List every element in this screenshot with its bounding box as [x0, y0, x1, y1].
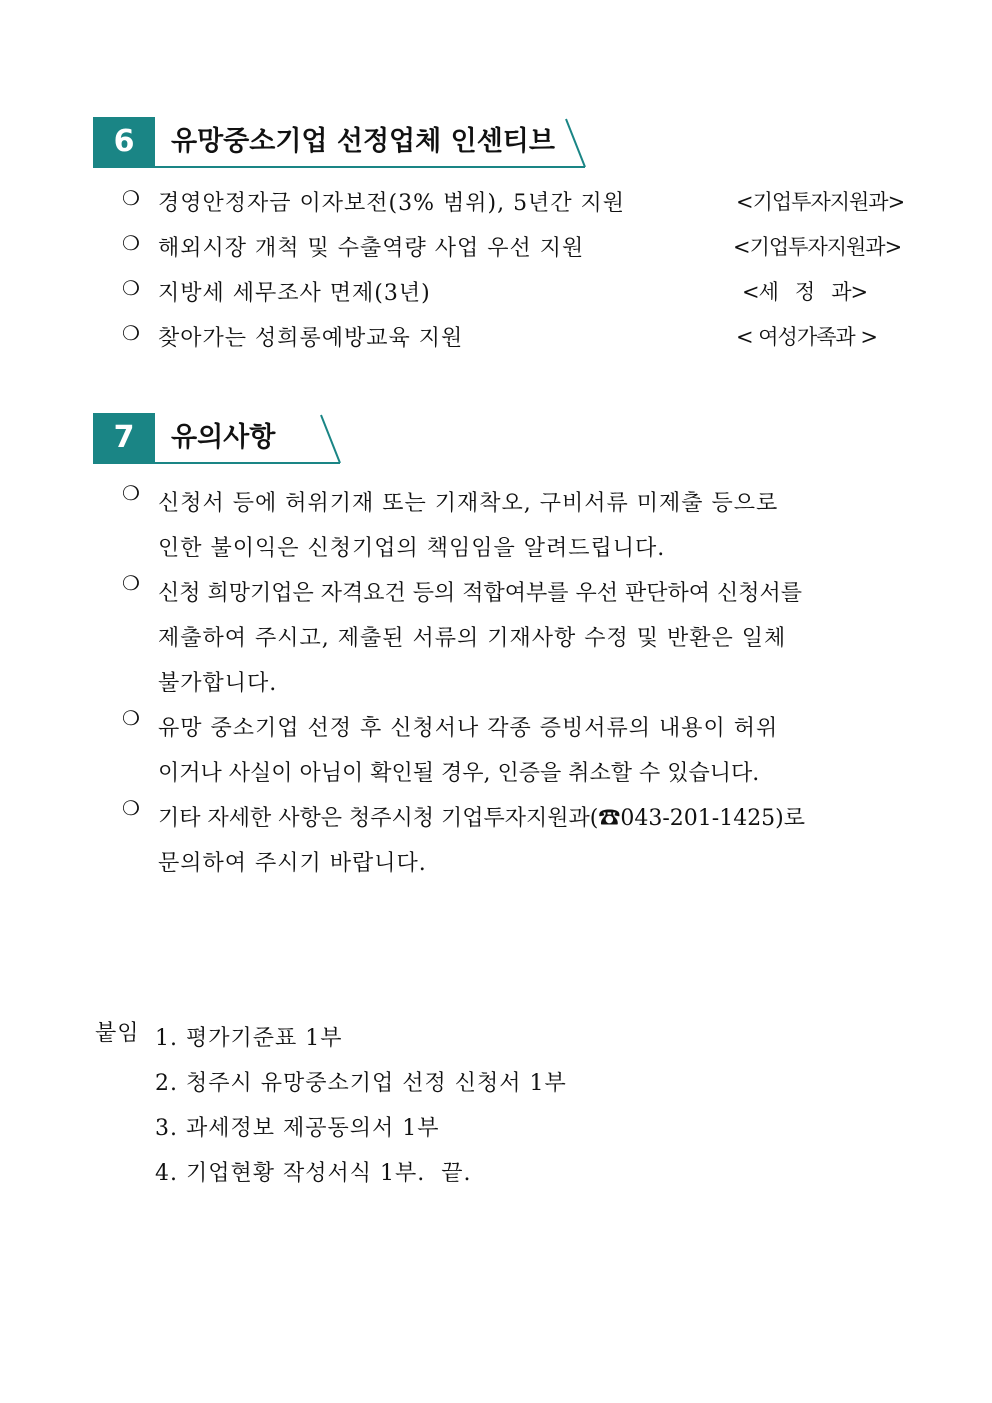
section-7-header	[93, 413, 343, 465]
incentive-dept: < 여성가족과 >	[736, 325, 877, 349]
bullet-icon: ❍	[122, 481, 140, 505]
incentive-dept: <기업투자지원과>	[733, 235, 902, 259]
attachments-label: 붙임	[95, 1021, 140, 1046]
bullet-icon: ❍	[122, 276, 140, 300]
incentive-text: 지방세 세무조사 면제(3년)	[158, 281, 431, 306]
incentive-text: 해외시장 개척 및 수출역량 사업 우선 지원	[158, 236, 585, 261]
section-7-title: 유의사항	[171, 422, 276, 453]
bullet-icon: ❍	[122, 796, 140, 820]
bullet-icon: ❍	[122, 571, 140, 595]
incentive-text: 찾아가는 성희롱예방교육 지원	[158, 326, 464, 351]
notice-line: 신청서 등에 허위기재 또는 기재착오, 구비서류 미제출 등으로	[158, 491, 779, 516]
notice-line: 제출하여 주시고, 제출된 서류의 기재사항 수정 및 반환은 일체	[158, 626, 787, 651]
bullet-icon: ❍	[122, 321, 140, 345]
notice-line: 이거나 사실이 아님이 확인될 경우, 인증을 취소할 수 있습니다.	[158, 761, 760, 786]
incentive-dept: <세 정 과>	[742, 280, 868, 304]
notice-line: 문의하여 주시기 바랍니다.	[158, 851, 427, 876]
section-7-number: 7	[93, 413, 155, 463]
notice-line: 인한 불이익은 신청기업의 책임임을 알려드립니다.	[158, 536, 666, 561]
attachment-item: 2. 청주시 유망중소기업 선정 신청서 1부	[155, 1071, 567, 1096]
incentive-text: 경영안정자금 이자보전(3% 범위), 5년간 지원	[158, 191, 626, 216]
section-6-title: 유망중소기업 선정업체 인센티브	[171, 126, 555, 157]
section-6-number: 6	[93, 117, 155, 167]
notice-line: 불가합니다.	[158, 671, 278, 696]
section-6-header	[93, 117, 588, 169]
attachment-item: 4. 기업현황 작성서식 1부. 끝.	[155, 1161, 472, 1186]
notice-line: 유망 중소기업 선정 후 신청서나 각종 증빙서류의 내용이 허위	[158, 716, 779, 741]
bullet-icon: ❍	[122, 706, 140, 730]
attachment-item: 3. 과세정보 제공동의서 1부	[155, 1116, 440, 1141]
bullet-icon: ❍	[122, 231, 140, 255]
bullet-icon: ❍	[122, 186, 140, 210]
attachment-item: 1. 평가기준표 1부	[155, 1026, 343, 1051]
attachments-list	[155, 1016, 567, 1196]
notice-line: 신청 희망기업은 자격요건 등의 적합여부를 우선 판단하여 신청서를	[158, 581, 803, 606]
notice-line: 기타 자세한 사항은 청주시청 기업투자지원과(☎043-201-1425)로	[158, 806, 806, 831]
incentive-dept: <기업투자지원과>	[736, 190, 905, 214]
